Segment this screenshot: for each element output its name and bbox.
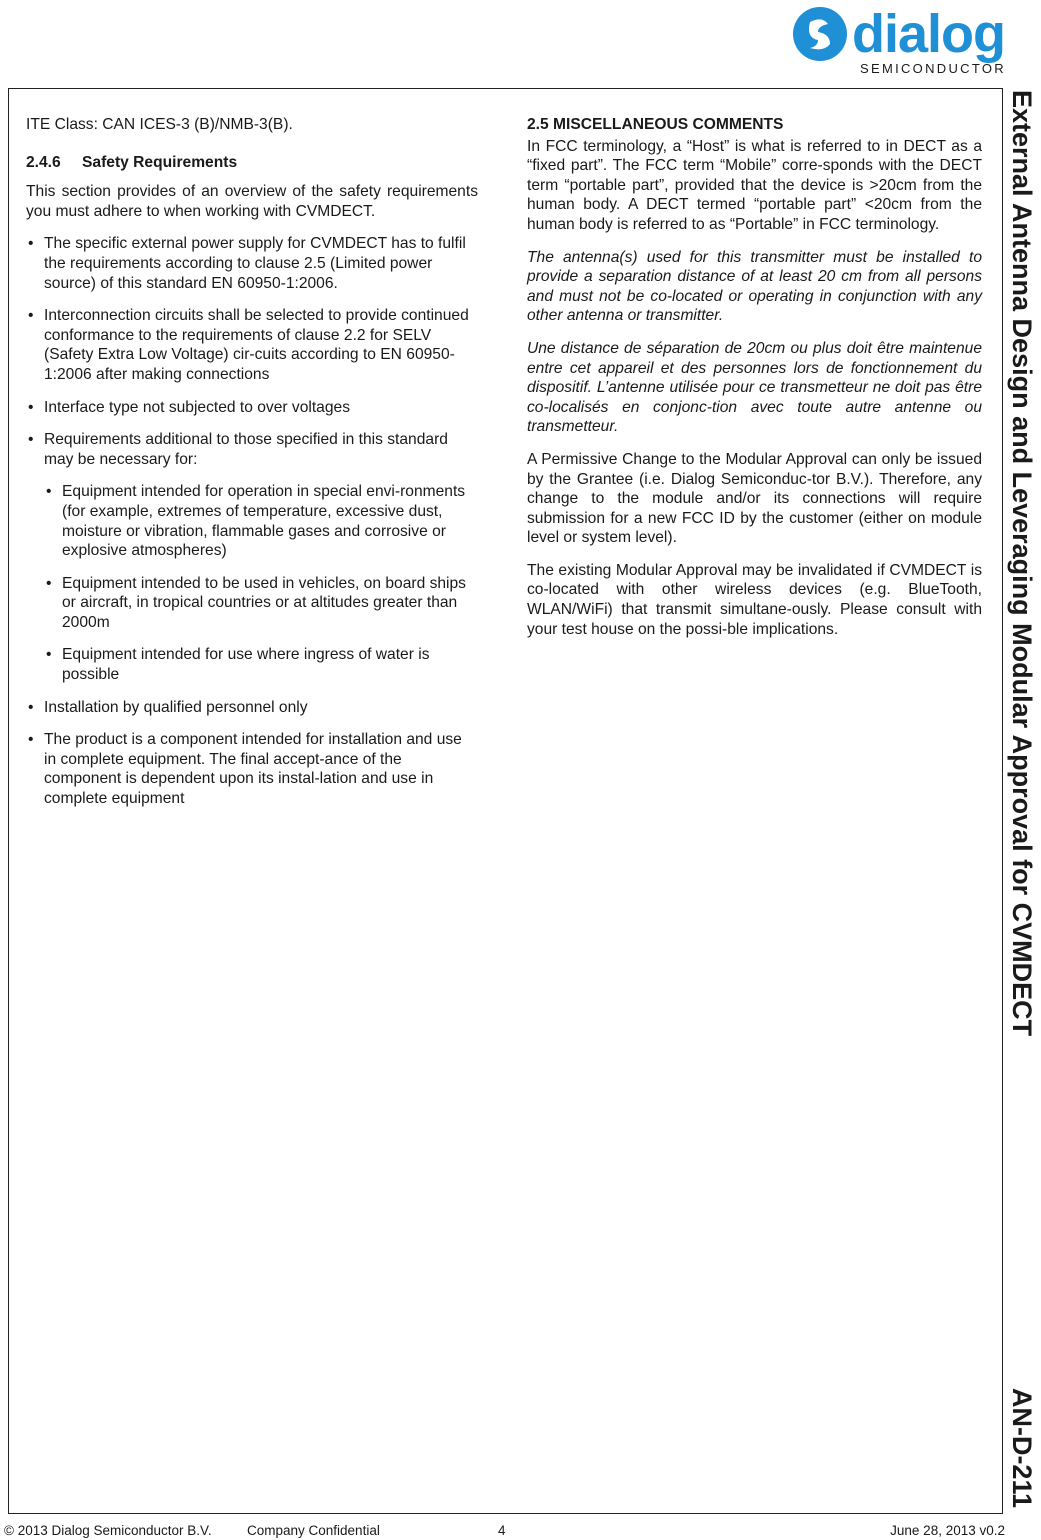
sub-bullet-list — [44, 482, 478, 684]
dialog-logo-word: dialog — [852, 4, 1005, 64]
section-number: 2.4.6 — [26, 153, 61, 171]
antenna-separation-french-paragraph: Une distance de séparation de 20cm ou plus doit être maintenue entre cet appareil et des personnes lors de fonctionnement du dispositif. L’antenne utilisée pour ce transmetteur ne doit pas être co-localisés en conjonc-tion avec toute autre antenne ou transmetteur. — [527, 339, 982, 436]
antenna-separation-paragraph: The antenna(s) used for this transmitter must be installed to provide a separation distance of at least 20 cm from all persons and must not be co-located or operating in conjunction with any other antenna or transmitter. — [527, 248, 982, 325]
list-item: • Installation by qualified personnel only — [26, 698, 478, 718]
footer-copyright: © 2013 Dialog Semiconductor B.V. — [4, 1523, 212, 1538]
footer-confidential: Company Confidential — [247, 1523, 380, 1538]
list-item: • Interconnection circuits shall be selected to provide continued conformance to the requirements of clause 2.2 for SELV (Safety Extra Low Voltage) cir-cuits according to EN 60950-1:2006 after making connections — [26, 306, 478, 384]
dialog-logo — [788, 0, 1038, 80]
dialog-logo-sub: SEMICONDUCTOR — [860, 61, 1006, 76]
footer-page-number: 4 — [498, 1523, 506, 1538]
sub-list-item: • Equipment intended to be used in vehicles, on board ships or aircraft, in tropical countries or at altitudes greater than 2000m — [44, 574, 478, 633]
modular-approval-paragraph: The existing Modular Approval may be invalidated if CVMDECT is co-located with other wireless devices (e.g. BlueTooth, WLAN/WiFi) that transmit simultane-ously. Please consult with your test house on the possi-ble implications. — [527, 561, 982, 638]
section-title: Safety Requirements — [82, 153, 238, 171]
side-title-strip — [1003, 88, 1041, 1514]
ite-class-text: ITE Class: CAN ICES-3 (B)/NMB-3(B). — [26, 116, 293, 133]
list-item: • Interface type not subjected to over voltages — [26, 398, 478, 418]
side-title — [1003, 88, 1041, 1514]
list-item-text: Requirements additional to those specified in this standard may be necessary for: — [44, 431, 448, 468]
left-column — [26, 115, 478, 822]
page-footer — [4, 1522, 1005, 1540]
footer-date-version: June 28, 2013 v0.2 — [890, 1523, 1005, 1538]
side-title-document-name: External Antenna Design and Leveraging Modular Approval for CVMDECT — [1007, 90, 1037, 1037]
fcc-terminology-paragraph: In FCC terminology, a “Host” is what is referred to in DECT as a “fixed part”. The FCC term “Mobile” corre-sponds with the DECT term “portable part”, provided that the device is >20cm from the human body. A DECT termed “portable part” <20cm from the human body is referred to as “Portable” in FCC terminology. — [527, 137, 982, 233]
permissive-change-paragraph: A Permissive Change to the Modular Approval can only be issued by the Grantee (i.e. Dialog Semiconduc-tor B.V.). Therefore, any change to the module and/or its connections will require submission for a new FCC ID by the customer (either on module level or system level). — [527, 450, 982, 547]
right-column — [527, 115, 982, 652]
list-item: • The product is a component intended for installation and use in complete equipment. The final accept-ance of the component is dependent upon its instal-lation and use in complete equipment — [26, 730, 478, 808]
safety-intro: This section provides of an overview of the safety requirements you must adhere to when working with CVMDECT. — [26, 183, 478, 220]
list-item — [26, 430, 478, 685]
section-heading-2-5: 2.5 MISCELLANEOUS COMMENTS — [527, 116, 784, 133]
side-title-doc-id: AN-D-211 — [1007, 1387, 1037, 1508]
safety-bullet-list — [26, 234, 478, 808]
list-item: • The specific external power supply for CVMDECT has to fulfil the requirements according to clause 2.5 (Limited power source) of this standard EN 60950-1:2006. — [26, 234, 478, 293]
section-heading-2-4-6 — [26, 153, 478, 173]
sub-list-item: • Equipment intended for operation in special envi-ronments (for example, extremes of temperature, excessive dust, moisture or vibration, flammable gases and corrosive or explosive atmospheres) — [44, 482, 478, 560]
dialog-logo-mark — [793, 7, 847, 61]
sub-list-item: • Equipment intended for use where ingress of water is possible — [44, 645, 478, 684]
